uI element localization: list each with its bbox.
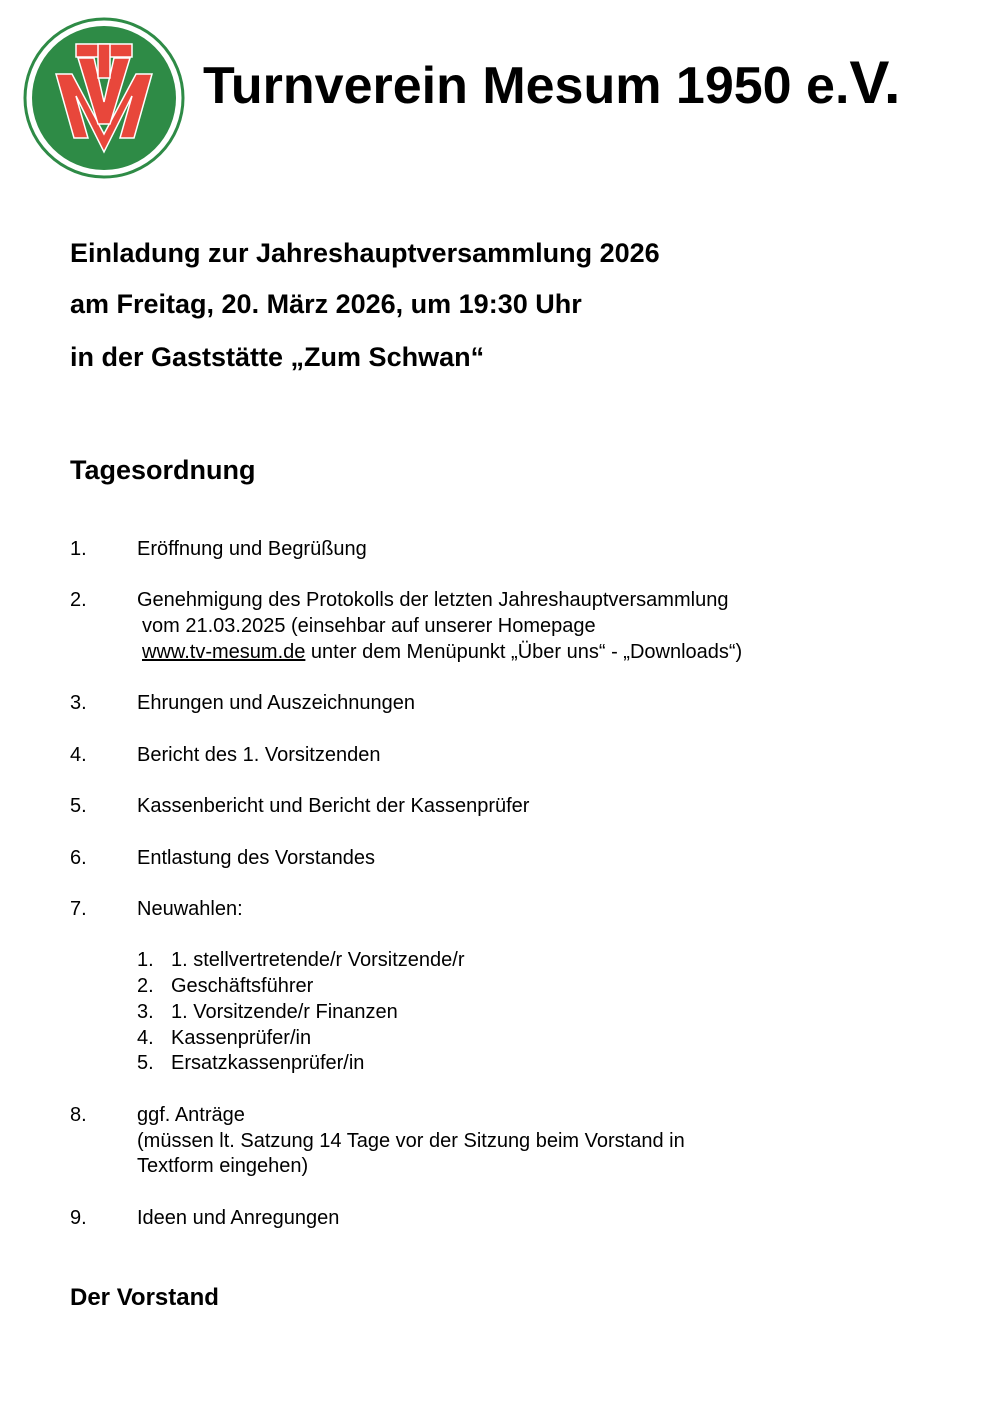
agenda-item-number: 2. xyxy=(70,589,87,611)
agenda-item-number: 6. xyxy=(70,847,87,869)
election-item-number: 3. xyxy=(137,1001,154,1023)
agenda-item-continuation xyxy=(142,639,742,665)
election-item-number: 1. xyxy=(137,949,154,971)
election-item-text: Ersatzkassenprüfer/in xyxy=(171,1052,365,1074)
agenda-item-text: Bericht des 1. Vorsitzenden xyxy=(137,744,381,766)
agenda-item-text: Neuwahlen: xyxy=(137,898,243,920)
tvm-logo xyxy=(22,16,186,180)
agenda-title: Tagesordnung xyxy=(70,455,256,485)
agenda-item-number: 1. xyxy=(70,538,87,560)
agenda-item-number: 9. xyxy=(70,1207,87,1229)
agenda-item-continuation: (müssen lt. Satzung 14 Tage vor der Sitzung beim Vorstand in xyxy=(137,1130,685,1152)
election-item-number: 2. xyxy=(137,975,154,997)
agenda-item-number: 7. xyxy=(70,898,87,920)
organization-name xyxy=(203,48,901,121)
election-item-text: 1. Vorsitzende/r Finanzen xyxy=(171,1001,398,1023)
agenda-item-text: Eröffnung und Begrüßung xyxy=(137,538,367,560)
signature: Der Vorstand xyxy=(70,1284,219,1311)
agenda-item-continuation: Textform eingehen) xyxy=(137,1155,309,1177)
invitation-location: in der Gaststätte „Zum Schwan“ xyxy=(70,342,485,372)
agenda-item-continuation: vom 21.03.2025 (einsehbar auf unserer Homepage xyxy=(142,615,596,637)
invitation-date: am Freitag, 20. März 2026, um 19:30 Uhr xyxy=(70,289,582,319)
agenda-item-text: Kassenbericht und Bericht der Kassenprüfer xyxy=(137,795,530,817)
organization-name-main: Turnverein Mesum 1950 e. xyxy=(203,57,850,115)
homepage-link[interactable]: www.tv-mesum.de xyxy=(142,641,306,663)
election-item-number: 4. xyxy=(137,1027,154,1049)
election-item-number: 5. xyxy=(137,1052,154,1074)
election-item-text: Geschäftsführer xyxy=(171,975,314,997)
agenda-item-continuation-rest: unter dem Menüpunkt „Über uns“ - „Downloads“) xyxy=(305,641,743,663)
agenda-item-text: ggf. Anträge xyxy=(137,1104,245,1126)
agenda-item-text: Genehmigung des Protokolls der letzten Jahreshauptversammlung xyxy=(137,589,729,611)
invitation-title: Einladung zur Jahreshauptversammlung 2026 xyxy=(70,238,660,268)
agenda-item-text: Ideen und Anregungen xyxy=(137,1207,340,1229)
agenda-item-number: 4. xyxy=(70,744,87,766)
election-item-text: 1. stellvertretende/r Vorsitzende/r xyxy=(171,949,465,971)
agenda-item-number: 5. xyxy=(70,795,87,817)
agenda-item-text: Entlastung des Vorstandes xyxy=(137,847,375,869)
agenda-item-text: Ehrungen und Auszeichnungen xyxy=(137,692,416,714)
agenda-item-number: 3. xyxy=(70,692,87,714)
agenda-item-number: 8. xyxy=(70,1104,87,1126)
organization-name-end: V. xyxy=(849,49,901,116)
election-item-text: Kassenprüfer/in xyxy=(171,1027,312,1049)
